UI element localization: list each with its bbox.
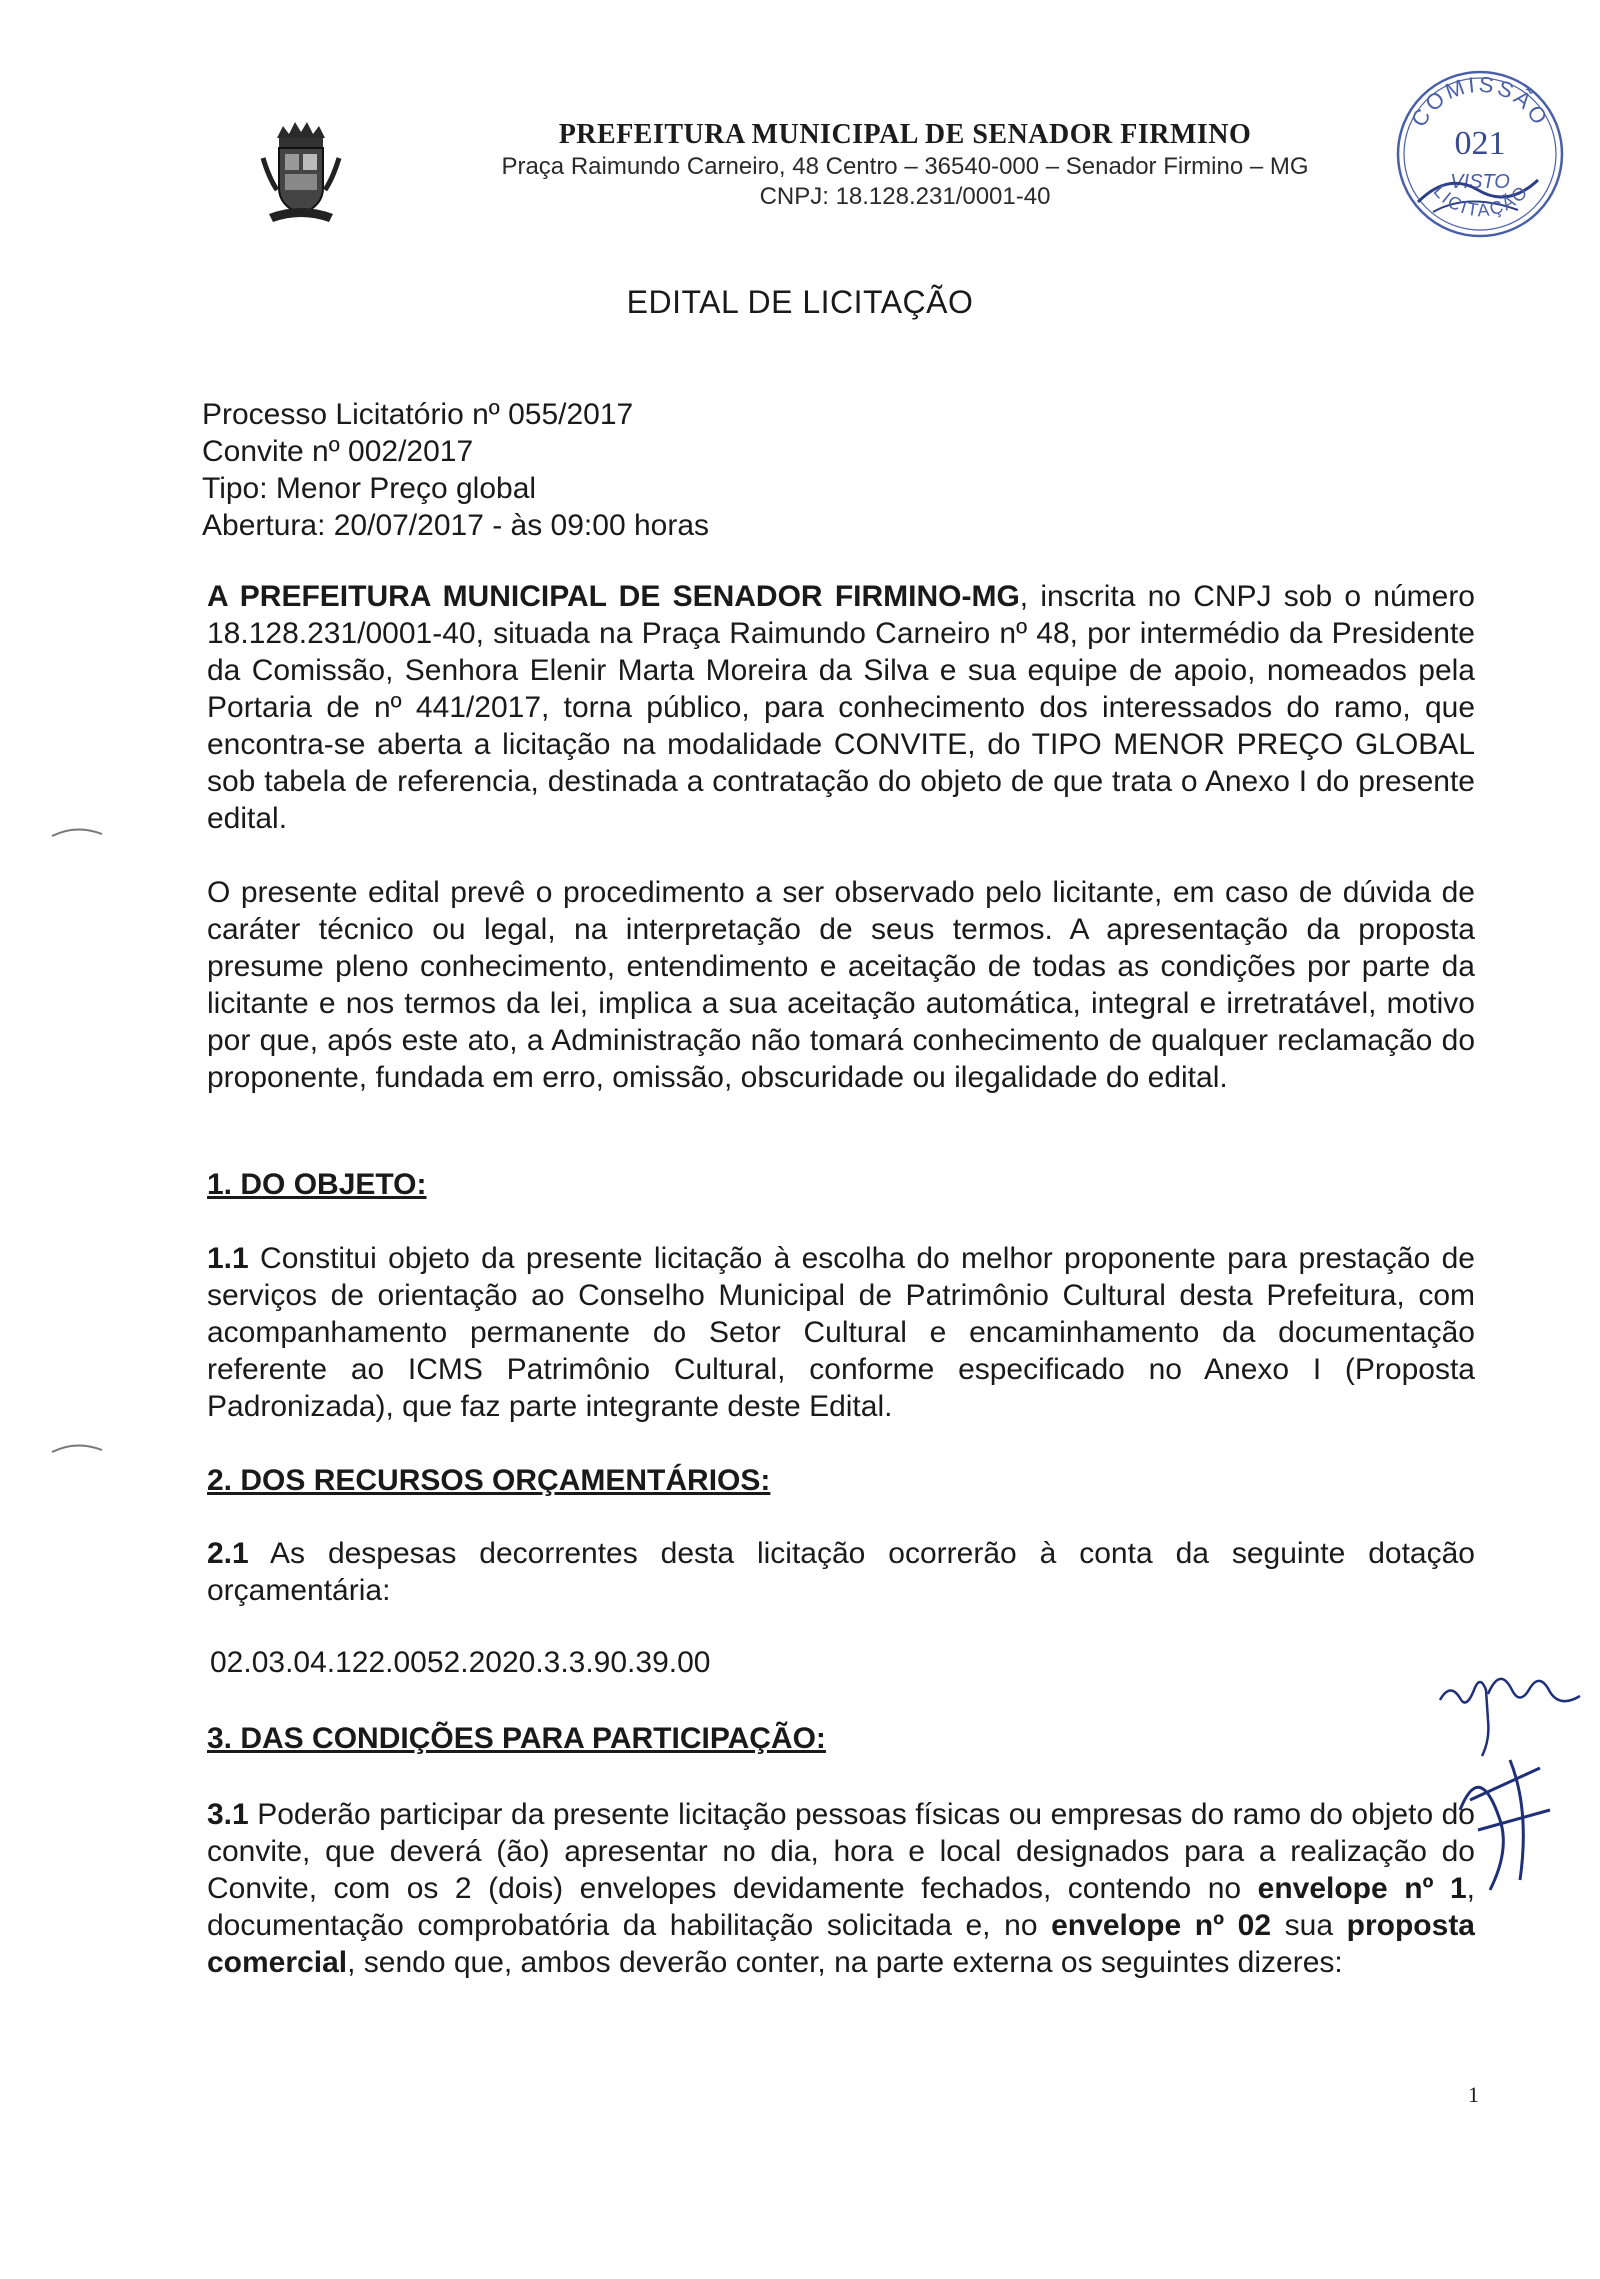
section-3-heading: 3. DAS CONDIÇÕES PARA PARTICIPAÇÃO: [207,1722,826,1755]
item-text: As despesas decorrentes desta licitação ocorrerão à conta da seguinte dotação orçamentária: [207,1537,1475,1607]
section-2-item [207,1535,1475,1609]
intro-lead: A PREFEITURA MUNICIPAL DE SENADOR FIRMINO-MG [207,580,1020,613]
page-number: 1 [1468,2082,1479,2107]
stamp-top-text: COMISSÃO [1405,71,1555,132]
process-info [202,396,709,544]
margin-mark [48,1438,108,1458]
item-number: 2.1 [207,1537,249,1570]
org-cnpj: CNPJ: 18.128.231/0001-40 [759,183,1051,210]
opening-date: Abertura: 20/07/2017 - às 09:00 horas [202,509,710,542]
section-1-heading: 1. DO OBJETO: [207,1168,427,1201]
item-number: 3.1 [207,1798,249,1831]
document-title: EDITAL DE LICITAÇÃO [626,284,974,320]
budget-code: 02.03.04.122.0052.2020.3.3.90.39.00 [210,1646,711,1679]
org-address: Praça Raimundo Carneiro, 48 Centro – 36540-000 – Senador Firmino – MG [501,153,1309,180]
commission-stamp [1378,62,1583,247]
intro-paragraph [207,578,1475,837]
margin-mark [48,822,108,842]
stamp-visto: VISTO [1450,171,1510,193]
item-text: Constitui objeto da presente licitação à escolha do melhor proponente para prestação de serviços de orientação ao Conselho Municipal de Patrimônio Cultural desta Prefeitura, com acompanhamento permanente do Setor Cultural e encaminhamento da documentação referente ao ICMS Patrimônio Cultural, conforme especificado no Anexo I (Proposta Padronizada), que faz parte integrante deste Edital. [207,1242,1475,1423]
svg-text:COMISSÃO [1406,72,1554,132]
bid-type: Tipo: Menor Preço global [202,472,537,505]
handwritten-signatures [1430,1660,1595,1920]
intro-text: , inscrita no CNPJ sob o número 18.128.231/0001-40, situada na Praça Raimundo Carneiro nº 48, por intermédio da Presidente da Comissão, Senhora Elenir Marta Moreira da Silva e sua equipe de apoio, nomeados pela Portaria de nº 441/2017, torna público, para conhecimento dos interessados do ramo, que encontra-se aberta a licitação na modalidade CONVITE, do TIPO MENOR PREÇO GLOBAL sob tabela de referencia, destinada a contratação do objeto de que trata o Anexo I do presente edital. [207,580,1475,835]
letterhead [440,118,1370,212]
org-name: PREFEITURA MUNICIPAL DE SENADOR FIRMINO [558,119,1252,150]
item-number: 1.1 [207,1242,249,1275]
invite-number: Convite nº 002/2017 [202,435,474,468]
process-number: Processo Licitatório nº 055/2017 [202,398,634,431]
section-1-item [207,1240,1475,1425]
stamp-number: 021 [1454,125,1506,162]
stamp-bottom-text: LICITAÇÃO [1429,180,1533,221]
municipal-coat-of-arms-icon [255,118,347,230]
envelope-1: envelope nº 1 [1257,1872,1467,1905]
section-2-heading: 2. DOS RECURSOS ORÇAMENTÁRIOS: [207,1464,771,1497]
terms-paragraph: O presente edital prevê o procedimento a ser observado pelo licitante, em caso de dúvida de caráter técnico ou legal, na interpretação de seus termos. A apresentação da proposta presume pleno conhecimento, entendimento e aceitação de todas as condições por parte da licitante e nos termos da lei, implica a sua aceitação automática, integral e irretratável, motivo por que, após este ato, a Administração não tomará conhecimento de qualquer reclamação do proponente, fundada em erro, omissão, obscuridade ou ilegalidade do edital. [207,876,1475,1094]
section-3-item: 3.1 Poderão participar da presente licitação pessoas físicas ou empresas do ramo do objeto do convite, que deverá (ão) apresentar no dia, hora e local designados para a realização do Convite, com os 2 (dois) envelopes devidamente fechados, contendo no envelope nº 1, documentação comprobatória da habilitação solicitada e, no envelope nº 02 sua proposta comercial, sendo que, ambos deverão conter, na parte externa os seguintes dizeres: [207,1798,1476,1979]
envelope-2: envelope nº 02 [1051,1909,1272,1942]
commercial-proposal: proposta comercial [207,1909,1475,1979]
